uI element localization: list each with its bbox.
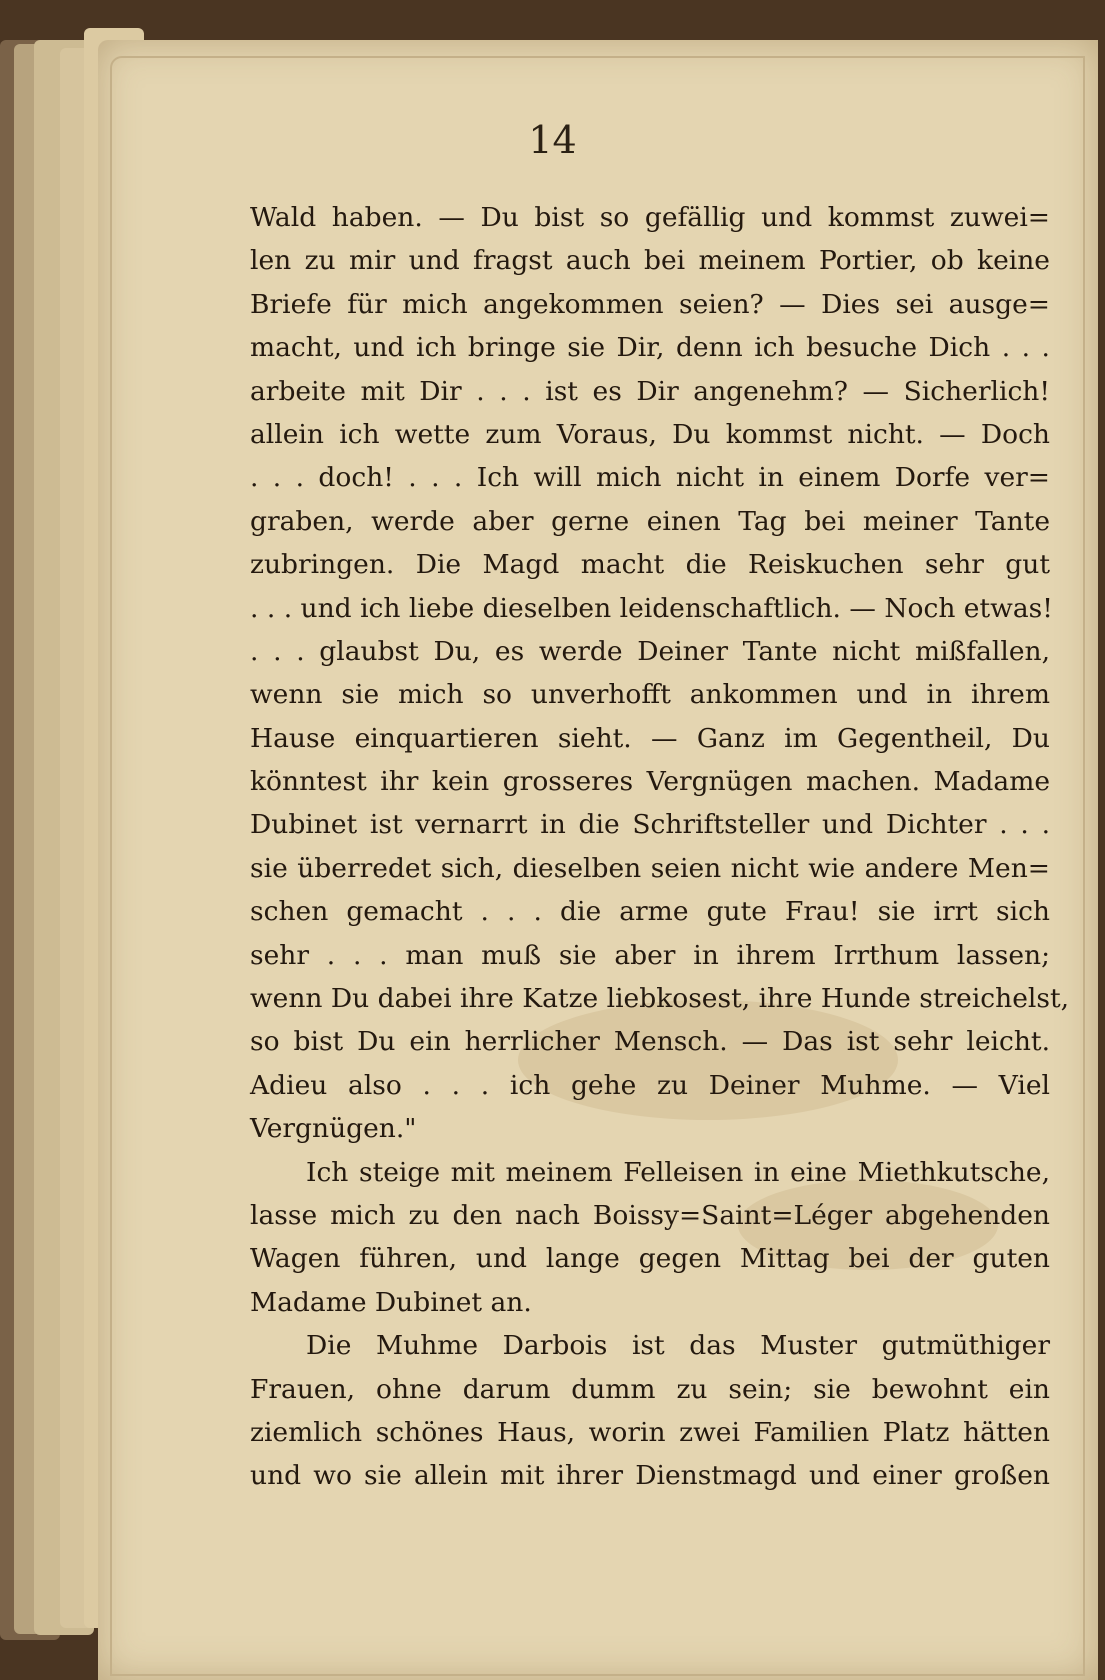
text-line: so bist Du ein herrlicher Mensch. — Das ist sehr leicht. xyxy=(250,1026,1050,1058)
text-line: wenn Du dabei ihre Katze liebkosest, ihre Hunde streichelst, xyxy=(250,983,1070,1015)
text-line: arbeite mit Dir . . . ist es Dir angenehm? — Sicherlich! xyxy=(250,375,1050,407)
text-line: Frauen, ohne darum dumm zu sein; sie bewohnt ein xyxy=(250,1373,1050,1405)
text-line: sehr . . . man muß sie aber in ihrem Irrthum lassen; xyxy=(250,939,1050,971)
text-line: macht, und ich bringe sie Dir, denn ich besuche Dich . . . xyxy=(250,332,1050,364)
text-line: . . . glaubst Du, es werde Deiner Tante nicht mißfallen, xyxy=(250,635,1050,667)
text-line: . . . und ich liebe dieselben leidenschaftlich. — Noch etwas! xyxy=(250,592,1053,624)
text-line: schen gemacht . . . die arme gute Frau! sie irrt sich xyxy=(250,896,1050,928)
text-line: Briefe für mich angekommen seien? — Dies sei ausge= xyxy=(250,288,1050,320)
text-line: Wagen führen, und lange gegen Mittag bei der guten xyxy=(250,1243,1050,1275)
text-line: Hause einquartieren sieht. — Ganz im Gegentheil, Du xyxy=(250,722,1050,754)
text-line: allein ich wette zum Voraus, Du kommst nicht. — Doch xyxy=(250,418,1050,450)
text-line: sie überredet sich, dieselben seien nicht wie andere Men= xyxy=(250,852,1050,884)
text-line: . . . doch! . . . Ich will mich nicht in einem Dorfe ver= xyxy=(250,462,1050,494)
text-line: graben, werde aber gerne einen Tag bei meiner Tante xyxy=(250,505,1050,537)
text-line: Dubinet ist vernarrt in die Schriftsteller und Dichter . . . xyxy=(250,809,1050,841)
text-line: zubringen. Die Magd macht die Reiskuchen sehr gut xyxy=(250,549,1050,581)
text-line: Ich steige mit meinem Felleisen in eine Miethkutsche, xyxy=(306,1156,1050,1188)
text-line: Wald haben. — Du bist so gefällig und kommst zuwei= xyxy=(250,202,1050,233)
text-line: Adieu also . . . ich gehe zu Deiner Muhme. — Viel xyxy=(250,1069,1050,1101)
text-line: wenn sie mich so unverhofft ankommen und in ihrem xyxy=(250,679,1050,711)
body-text xyxy=(250,196,1070,1498)
text-line: könntest ihr kein grosseres Vergnügen machen. Madame xyxy=(250,766,1050,798)
text-line: ziemlich schönes Haus, worin zwei Familien Platz hätten xyxy=(250,1416,1050,1448)
text-line: Vergnügen." xyxy=(250,1113,417,1145)
page-number: 14 xyxy=(528,118,577,162)
text-line: Die Muhme Darbois ist das Muster gutmüthiger xyxy=(306,1330,1050,1362)
text-line: lasse mich zu den nach Boissy=Saint=Léger abgehenden xyxy=(250,1199,1050,1231)
paragraph xyxy=(250,1324,1050,1498)
paragraph xyxy=(250,1151,1050,1325)
paragraph xyxy=(250,196,1070,1151)
text-line: und wo sie allein mit ihrer Dienstmagd und einer großen xyxy=(250,1460,1050,1492)
text-line: Madame Dubinet an. xyxy=(250,1286,532,1318)
text-line: len zu mir und fragst auch bei meinem Portier, ob keine xyxy=(250,245,1050,277)
